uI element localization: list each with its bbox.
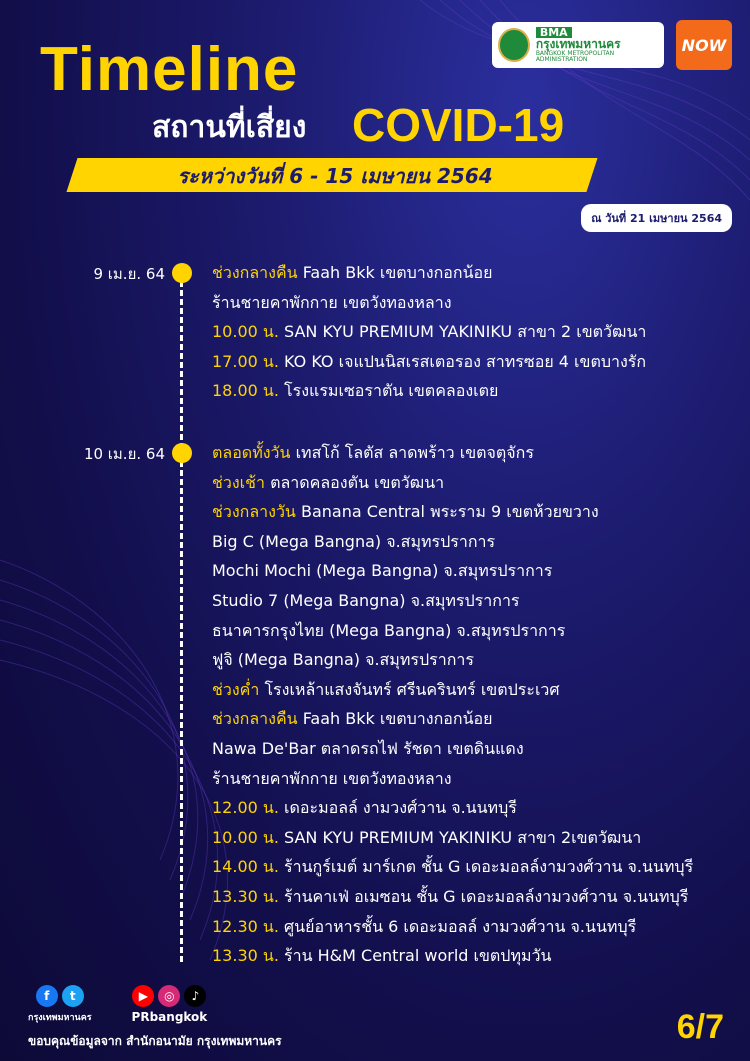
timeline-entry	[212, 616, 693, 646]
timeline-entry	[212, 376, 646, 406]
entry-place: SAN KYU PREMIUM YAKINIKU สาขา 2เขตวัฒนา	[284, 827, 642, 847]
timeline-entry	[212, 347, 646, 377]
social-section	[28, 985, 207, 1024]
entry-time: 10.00 น.	[212, 322, 279, 342]
entry-time: 12.30 น.	[212, 916, 279, 936]
header-logos	[492, 20, 732, 70]
now-logo: NOW	[676, 20, 732, 70]
entry-time: 18.00 น.	[212, 381, 279, 401]
entry-place: KO KO เจแปนนิสเรสเตอรอง สาทรซอย 4 เขตบางรัก	[284, 351, 647, 371]
timeline-line	[180, 272, 183, 962]
timeline-entry	[212, 527, 693, 557]
timeline-entry	[212, 912, 693, 942]
social-bma-label: กรุงเทพมหานคร	[28, 1013, 92, 1023]
entry-place: โรงแรมเซอราตัน เขตคลองเตย	[284, 381, 499, 401]
entry-place: ธนาคารกรุงไทย (Mega Bangna) จ.สมุทรปราการ	[212, 620, 566, 640]
instagram-icon[interactable]: ◎	[158, 985, 180, 1007]
social-group-prbangkok	[132, 985, 208, 1024]
timeline-date: 9 เม.ย. 64	[93, 265, 165, 283]
social-group-bma	[28, 985, 92, 1024]
entry-place: Big C (Mega Bangna) จ.สมุทรปราการ	[212, 531, 496, 551]
entry-time: ช่วงเช้า	[212, 472, 265, 492]
entry-time: ช่วงกลางคืน	[212, 709, 298, 729]
entry-place: Nawa De'Bar ตลาดรถไฟ รัชดา เขตดินแดง	[212, 738, 524, 758]
entry-time: 13.30 น.	[212, 946, 279, 966]
timeline-entry	[212, 468, 693, 498]
entry-place: ร้านกูร์เมต์ มาร์เกต ชั้น G เดอะมอลล์งามวงศ์วาน จ.นนทบุรี	[284, 857, 694, 877]
timeline-entries	[212, 438, 693, 971]
entry-place: Faah Bkk เขตบางกอกน้อย	[302, 263, 493, 282]
page-subtitle: สถานที่เสี่ยง	[152, 110, 307, 145]
timeline-entry	[212, 645, 693, 675]
facebook-icon[interactable]: f	[36, 985, 58, 1007]
timeline-date: 10 เม.ย. 64	[83, 445, 165, 463]
entry-place: ร้านคาเฟ่ อเมซอน ชั้น G เดอะมอลล์งามวงศ์วาน จ.นนทบุรี	[284, 886, 689, 906]
timeline-entry	[212, 438, 693, 468]
social-prbangkok-label: PRbangkok	[131, 1010, 208, 1024]
timeline-entry	[212, 941, 693, 971]
entry-time: 12.00 น.	[212, 798, 279, 818]
entry-time: ช่วงค่ำ	[212, 679, 260, 699]
timeline-dot	[172, 443, 192, 463]
entry-time: 10.00 น.	[212, 827, 279, 847]
bma-name: กรุงเทพมหานคร	[535, 37, 621, 52]
entry-time: ช่วงกลางคืน	[212, 263, 298, 282]
bma-seal-icon	[498, 28, 530, 62]
timeline-entry	[212, 704, 693, 734]
timeline-entry	[212, 882, 693, 912]
timeline-entry	[212, 793, 693, 823]
entry-place: Banana Central พระราม 9 เขตห้วยขวาง	[300, 502, 599, 522]
timeline-entry	[212, 258, 646, 288]
entry-place: ฟูจิ (Mega Bangna) จ.สมุทรปราการ	[212, 650, 474, 670]
bma-logo	[492, 22, 664, 68]
entry-place: ศูนย์อาหารชั้น 6 เดอะมอลล์ งามวงศ์วาน จ.นนทบุรี	[284, 916, 637, 936]
entry-place: SAN KYU PREMIUM YAKINIKU สาขา 2 เขตวัฒนา	[284, 322, 647, 342]
timeline-entry	[212, 764, 693, 794]
covid-heading: COVID-19	[352, 99, 565, 151]
youtube-icon[interactable]: ▶	[132, 985, 154, 1007]
entry-time: 17.00 น.	[212, 351, 279, 371]
entry-place: ร้านชายคาพักกาย เขตวังทองหลาง	[212, 292, 452, 312]
timeline-entry	[212, 586, 693, 616]
entry-place: Faah Bkk เขตบางกอกน้อย	[302, 709, 493, 729]
timeline-entry	[212, 823, 693, 853]
twitter-icon[interactable]: t	[62, 985, 84, 1007]
page-title: Timeline	[40, 35, 299, 104]
entry-place: Mochi Mochi (Mega Bangna) จ.สมุทรปราการ	[212, 561, 553, 581]
entry-place: โรงเหล้าแสงจันทร์ ศรีนครินทร์ เขตประเวศ	[264, 679, 560, 699]
entry-place: ตลาดคลองตัน เขตวัฒนา	[270, 472, 445, 492]
entry-time: ช่วงกลางวัน	[212, 502, 296, 522]
entry-place: Studio 7 (Mega Bangna) จ.สมุทรปราการ	[212, 590, 520, 610]
bma-english-name: BANGKOK METROPOLITAN ADMINISTRATION	[535, 49, 615, 64]
entry-place: เทสโก้ โลตัส ลาดพร้าว เขตจตุจักร	[295, 443, 534, 462]
as-of-badge: ณ วันที่ 21 เมษายน 2564	[581, 204, 732, 232]
timeline-dot	[172, 263, 192, 283]
credits-text: ขอบคุณข้อมูลจาก สำนักอนามัย กรุงเทพมหานคร	[28, 1034, 282, 1048]
entry-time: 14.00 น.	[212, 857, 279, 877]
tiktok-icon[interactable]: ♪	[184, 985, 206, 1007]
entry-place: เดอะมอลล์ งามวงศ์วาน จ.นนทบุรี	[284, 798, 517, 818]
entry-time: ตลอดทั้งวัน	[212, 443, 291, 462]
timeline-entry	[212, 288, 646, 318]
entry-place: ร้านชายคาพักกาย เขตวังทองหลาง	[212, 768, 452, 788]
timeline-entry	[212, 675, 693, 705]
timeline-entry	[212, 497, 693, 527]
timeline-entry	[212, 556, 693, 586]
bma-abbr: BMA	[536, 27, 572, 39]
period-text: ระหว่างวันที่ 6 - 15 เมษายน 2564	[177, 164, 493, 188]
timeline-entry	[212, 317, 646, 347]
page-number: 6/7	[676, 1008, 724, 1046]
timeline-entries	[212, 258, 646, 406]
entry-place: ร้าน H&M Central world เขตปทุมวัน	[284, 946, 552, 966]
entry-time: 13.30 น.	[212, 886, 279, 906]
timeline-entry	[212, 734, 693, 764]
timeline-entry	[212, 852, 693, 882]
